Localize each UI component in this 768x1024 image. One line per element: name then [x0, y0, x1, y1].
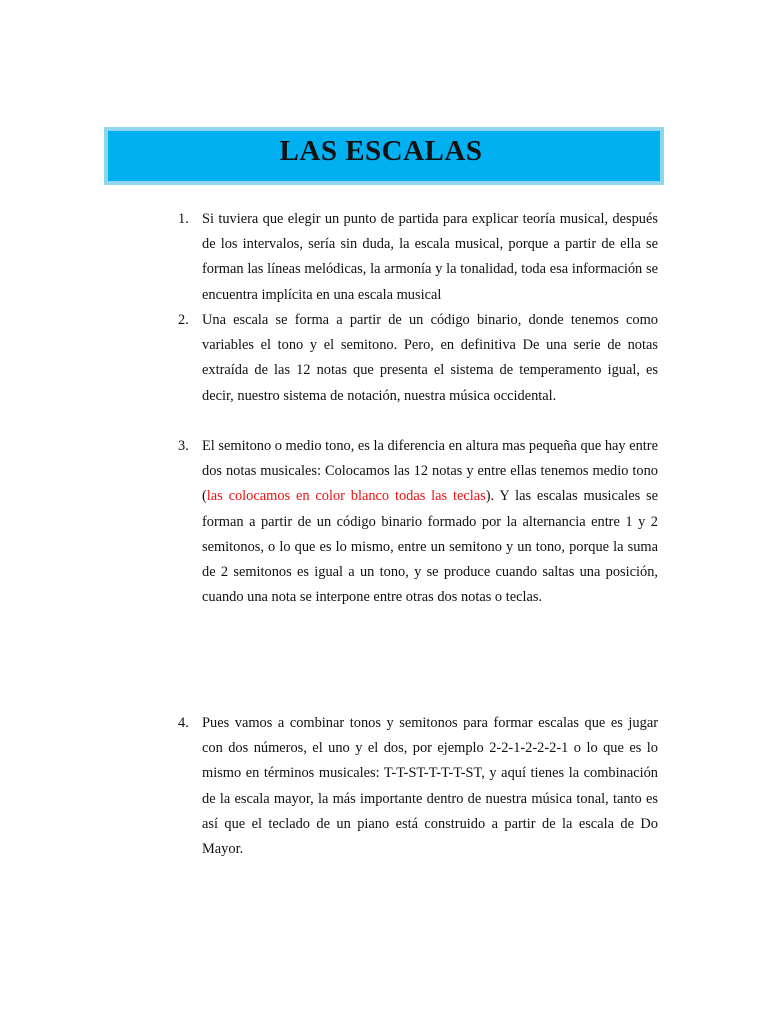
title-banner: [104, 127, 664, 185]
list-item-2: [178, 308, 658, 409]
list-item-number: 2.: [178, 312, 189, 328]
red-highlight-text: las colocamos en color blanco todas las teclas: [206, 488, 486, 505]
list-item-number: 1.: [178, 211, 189, 227]
list-item-text-end: ). Y las escalas musicales se forman a partir de un código binario formado por la alternancia entre 1 y 2 semitonos, o lo que es lo mismo, entre un semitono y un tono, porque la suma de 2 semitonos es igual a un tono, y se produce cuando saltas una posición, cuando una nota se interpone entre otras dos notas o teclas.: [202, 488, 659, 606]
list-item-1: [178, 207, 658, 308]
list-item-text: Pues vamos a combinar tonos y semitonos para formar escalas que es jugar con dos números, el uno y el dos, por ejemplo 2-2-1-2-2-2-1 o lo que es lo mismo en términos musicales: T-T-ST-T-T-T-ST, y aquí tienes la combinación de la escala mayor, la más importante dentro de nuestra música tonal, tanto es así que el teclado de un piano está construido a partir de la escala de Do Mayor.: [202, 715, 658, 858]
list-item-text: Una escala se forma a partir de un código binario, donde tenemos como variables el tono y el semitono. Pero, en definitiva De una serie de notas extraída de las 12 notas que presenta el sistema de temperamento igual, es decir, nuestro sistema de notación, nuestra música occidental.: [202, 312, 658, 404]
list-item-3: [178, 434, 658, 610]
list-item-4: [178, 711, 658, 862]
list-item-text: Si tuviera que elegir un punto de partida para explicar teoría musical, después de los intervalos, sería sin duda, la escala musical, porque a partir de ella se forman las líneas melódicas, la armonía y la tonalidad, toda esa información se encuentra implícita en una escala musical: [202, 211, 658, 303]
list-item-text-start: El semitono o medio tono, es la diferencia en altura mas pequeña que hay entre dos notas musicales: Colocamos las 12 notas y entre ellas tenemos medio tono (: [202, 438, 658, 505]
list-item-number: 3.: [178, 438, 189, 454]
page-title: LAS ESCALAS: [279, 135, 483, 167]
list-item-text: [202, 434, 658, 610]
list-item-number: 4.: [178, 715, 189, 731]
